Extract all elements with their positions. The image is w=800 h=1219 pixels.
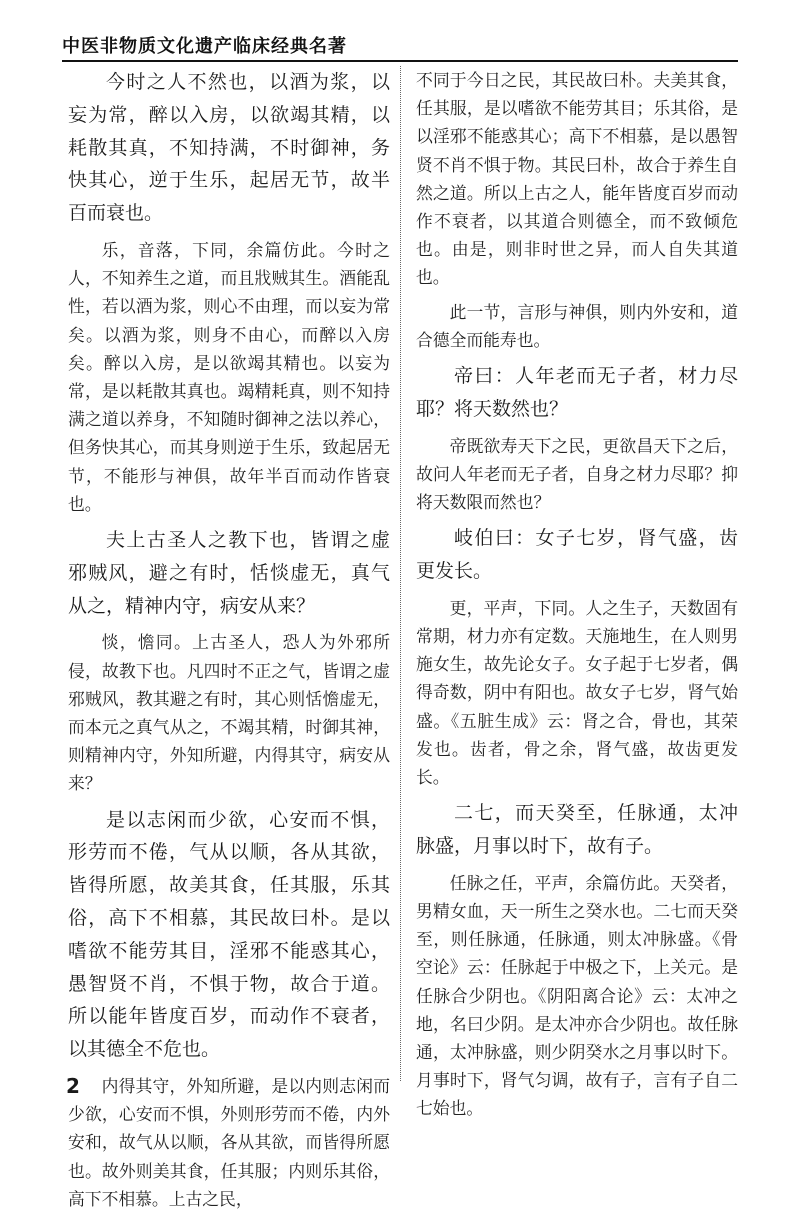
running-header: 中医非物质文化遗产临床经典名著 [62, 36, 347, 57]
original-text-paragraph: 夫上古圣人之教下也，皆谓之虚邪贼风，避之有时，恬惔虚无，真气从之，精神内守，病安从来？ [68, 529, 390, 617]
commentary-paragraph: 惔，憺同。上古圣人，恐人为外邪所侵，故教下也。凡四时不正之气，皆谓之虚邪贼风，教其避之有时，其心则恬憺虚无，而本元之真气从之，不竭其精，时御其神，则精神内守，外知所避，内得其守，病安从来？ [68, 632, 390, 794]
left-column [68, 66, 390, 1219]
commentary-paragraph: 更，平声，下同。人之生子，天数固有常期，材力亦有定数。天施地生，在人则男施女生，故先论女子。女子起于七岁者，偶得奇数，阴中有阳也。故女子七岁，肾气始盛。《五脏生成》云：肾之合，骨也，其荣发也。齿者，骨之余，肾气盛，故齿更发长。 [416, 597, 738, 788]
original-text-paragraph: 帝曰：人年老而无子者，材力尽耶？将天数然也？ [416, 365, 738, 420]
commentary-paragraph: 此一节，言形与神俱，则内外安和，道合德全而能寿也。 [416, 301, 738, 350]
commentary-paragraph: 帝既欲寿天下之民，更欲昌天下之后，故问人年老而无子者，自身之材力尽耶？抑将天数限而然也？ [416, 435, 738, 513]
commentary-paragraph: 内得其守，外知所避，是以内则志闲而少欲，心安而不惧，外则形劳而不倦，内外安和，故气从以顺，各从其欲，而皆得所愿也。故外则美其食，任其服；内则乐其俗，高下不相慕。上古之民， [68, 1076, 390, 1209]
commentary-paragraph: 乐，音落，下同，余篇仿此。今时之人，不知养生之道，而且戕贼其生。酒能乱性，若以酒为浆，则心不由理，而以妄为常矣。以酒为浆，则身不由心，而醉以入房矣。醉以入房，是以欲竭其精也。以妄为常，是以耗散其真也。竭精耗真，则不知持满之道以养身，不知随时御神之法以养心，但务快其心，而其身则逆于生乐，致起居无节，不能形与神俱，故年半百而动作皆衰也。 [68, 239, 390, 514]
column-divider [400, 66, 401, 1081]
original-text-paragraph: 今时之人不然也，以酒为浆，以妄为常，醉以入房，以欲竭其精，以耗散其真，不知持满，不时御神，务快其心，逆于生乐，起居无节，故半百而衰也。 [68, 71, 390, 225]
commentary-paragraph: 任脉之任，平声，余篇仿此。天癸者，男精女血，天一所生之癸水也。二七而天癸至，则任脉通，任脉通，则太冲脉盛。《骨空论》云：任脉起于中极之下，上关元。是任脉合少阴也。《阴阳离合论》云：太冲之地，名曰少阴。是太冲亦合少阴也。故任脉通，太冲脉盛，则少阴癸水之月事以时下。月事时下，肾气匀调，故有子，言有子自二七始也。 [416, 872, 738, 1119]
original-text-paragraph: 岐伯曰：女子七岁，肾气盛，齿更发长。 [416, 527, 738, 583]
original-text-paragraph: 是以志闲而少欲，心安而不惧，形劳而不倦，气从以顺，各从其欲，皆得所愿，故美其食，任其服，乐其俗，高下不相慕，其民故曰朴。是以嗜欲不能劳其目，淫邪不能惑其心，愚智贤不肖，不惧于物，故合于道。所以能年皆度百岁，而动作不衰者，以其德全不危也。 [68, 808, 390, 1061]
header-rule [62, 60, 738, 62]
page-number: 2 [66, 1074, 80, 1098]
original-text-paragraph: 二七，而天癸至，任脉通，太冲脉盛，月事以时下，故有子。 [416, 802, 738, 858]
right-column [416, 66, 738, 1129]
commentary-paragraph: 不同于今日之民，其民故曰朴。夫美其食，任其服，是以嗜欲不能劳其目；乐其俗，是以淫邪不能惑其心；高下不相慕，是以愚智贤不肖不惧于物。其民曰朴，故合于养生自然之道。所以上古之人，能年皆度百岁而动作不衰者，以其道合则德全，而不致倾危也。由是，则非时世之异，而人自失其道也。 [416, 70, 738, 288]
